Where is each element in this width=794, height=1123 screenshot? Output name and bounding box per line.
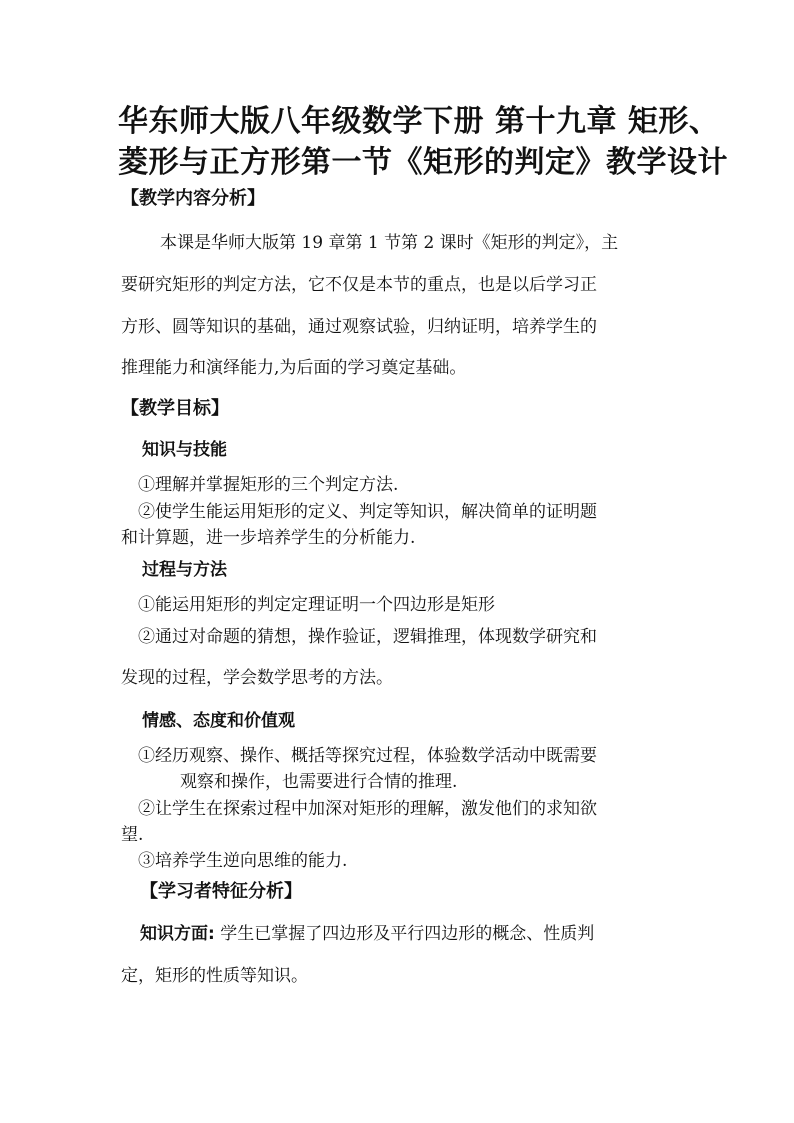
paragraph-line: [140, 921, 594, 947]
paragraph-line: 推理能力和演绎能力,为后面的学习奠定基础。: [121, 358, 467, 378]
list-item: 望.: [121, 825, 144, 845]
list-item: 观察和操作，也需要进行合情的推理.: [180, 772, 458, 792]
document-title-line-2: 菱形与正方形第一节《矩形的判定》教学设计: [118, 145, 728, 180]
list-item: 发现的过程，学会数学思考的方法。: [121, 668, 393, 688]
list-item: ③培养学生逆向思维的能力.: [138, 851, 348, 871]
list-item: ①经历观察、操作、概括等探究过程，体验数学活动中既需要: [138, 746, 597, 766]
section-heading-objectives: 【教学目标】: [121, 398, 229, 419]
document-title-line-1: 华东师大版八年级数学下册 第十九章 矩形、: [118, 104, 720, 139]
list-item: ②让学生在探索过程中加深对矩形的理解，激发他们的求知欲: [138, 799, 597, 819]
subheading-process: 过程与方法: [142, 560, 227, 580]
list-item: ②通过对命题的猜想，操作验证，逻辑推理，体现数学研究和: [138, 627, 597, 647]
subheading-knowledge: 知识与技能: [142, 440, 227, 460]
list-item: ②使学生能运用矩形的定义、判定等知识，解决简单的证明题: [138, 502, 597, 522]
paragraph-line: 本课是华师大版第 19 章第 1 节第 2 课时《矩形的判定》，主: [160, 233, 619, 253]
section-heading-content-analysis: 【教学内容分析】: [121, 188, 265, 209]
paragraph-text: 学生已掌握了四边形及平行四边形的概念、性质判: [214, 924, 595, 944]
list-item: ①能运用矩形的判定定理证明一个四边形是矩形: [138, 595, 495, 615]
paragraph-line: 定，矩形的性质等知识。: [121, 966, 308, 986]
list-item: 和计算题，进一步培养学生的分析能力.: [121, 528, 416, 548]
subheading-attitude: 情感、态度和价值观: [142, 711, 295, 731]
list-item: ①理解并掌握矩形的三个判定方法.: [138, 475, 399, 495]
knowledge-aspect-label: 知识方面:: [140, 924, 215, 944]
section-heading-learner-analysis: 【学习者特征分析】: [140, 881, 302, 902]
paragraph-line: 要研究矩形的判定方法，它不仅是本节的重点，也是以后学习正: [121, 275, 597, 295]
paragraph-line: 方形、圆等知识的基础，通过观察试验，归纳证明，培养学生的: [121, 317, 597, 337]
